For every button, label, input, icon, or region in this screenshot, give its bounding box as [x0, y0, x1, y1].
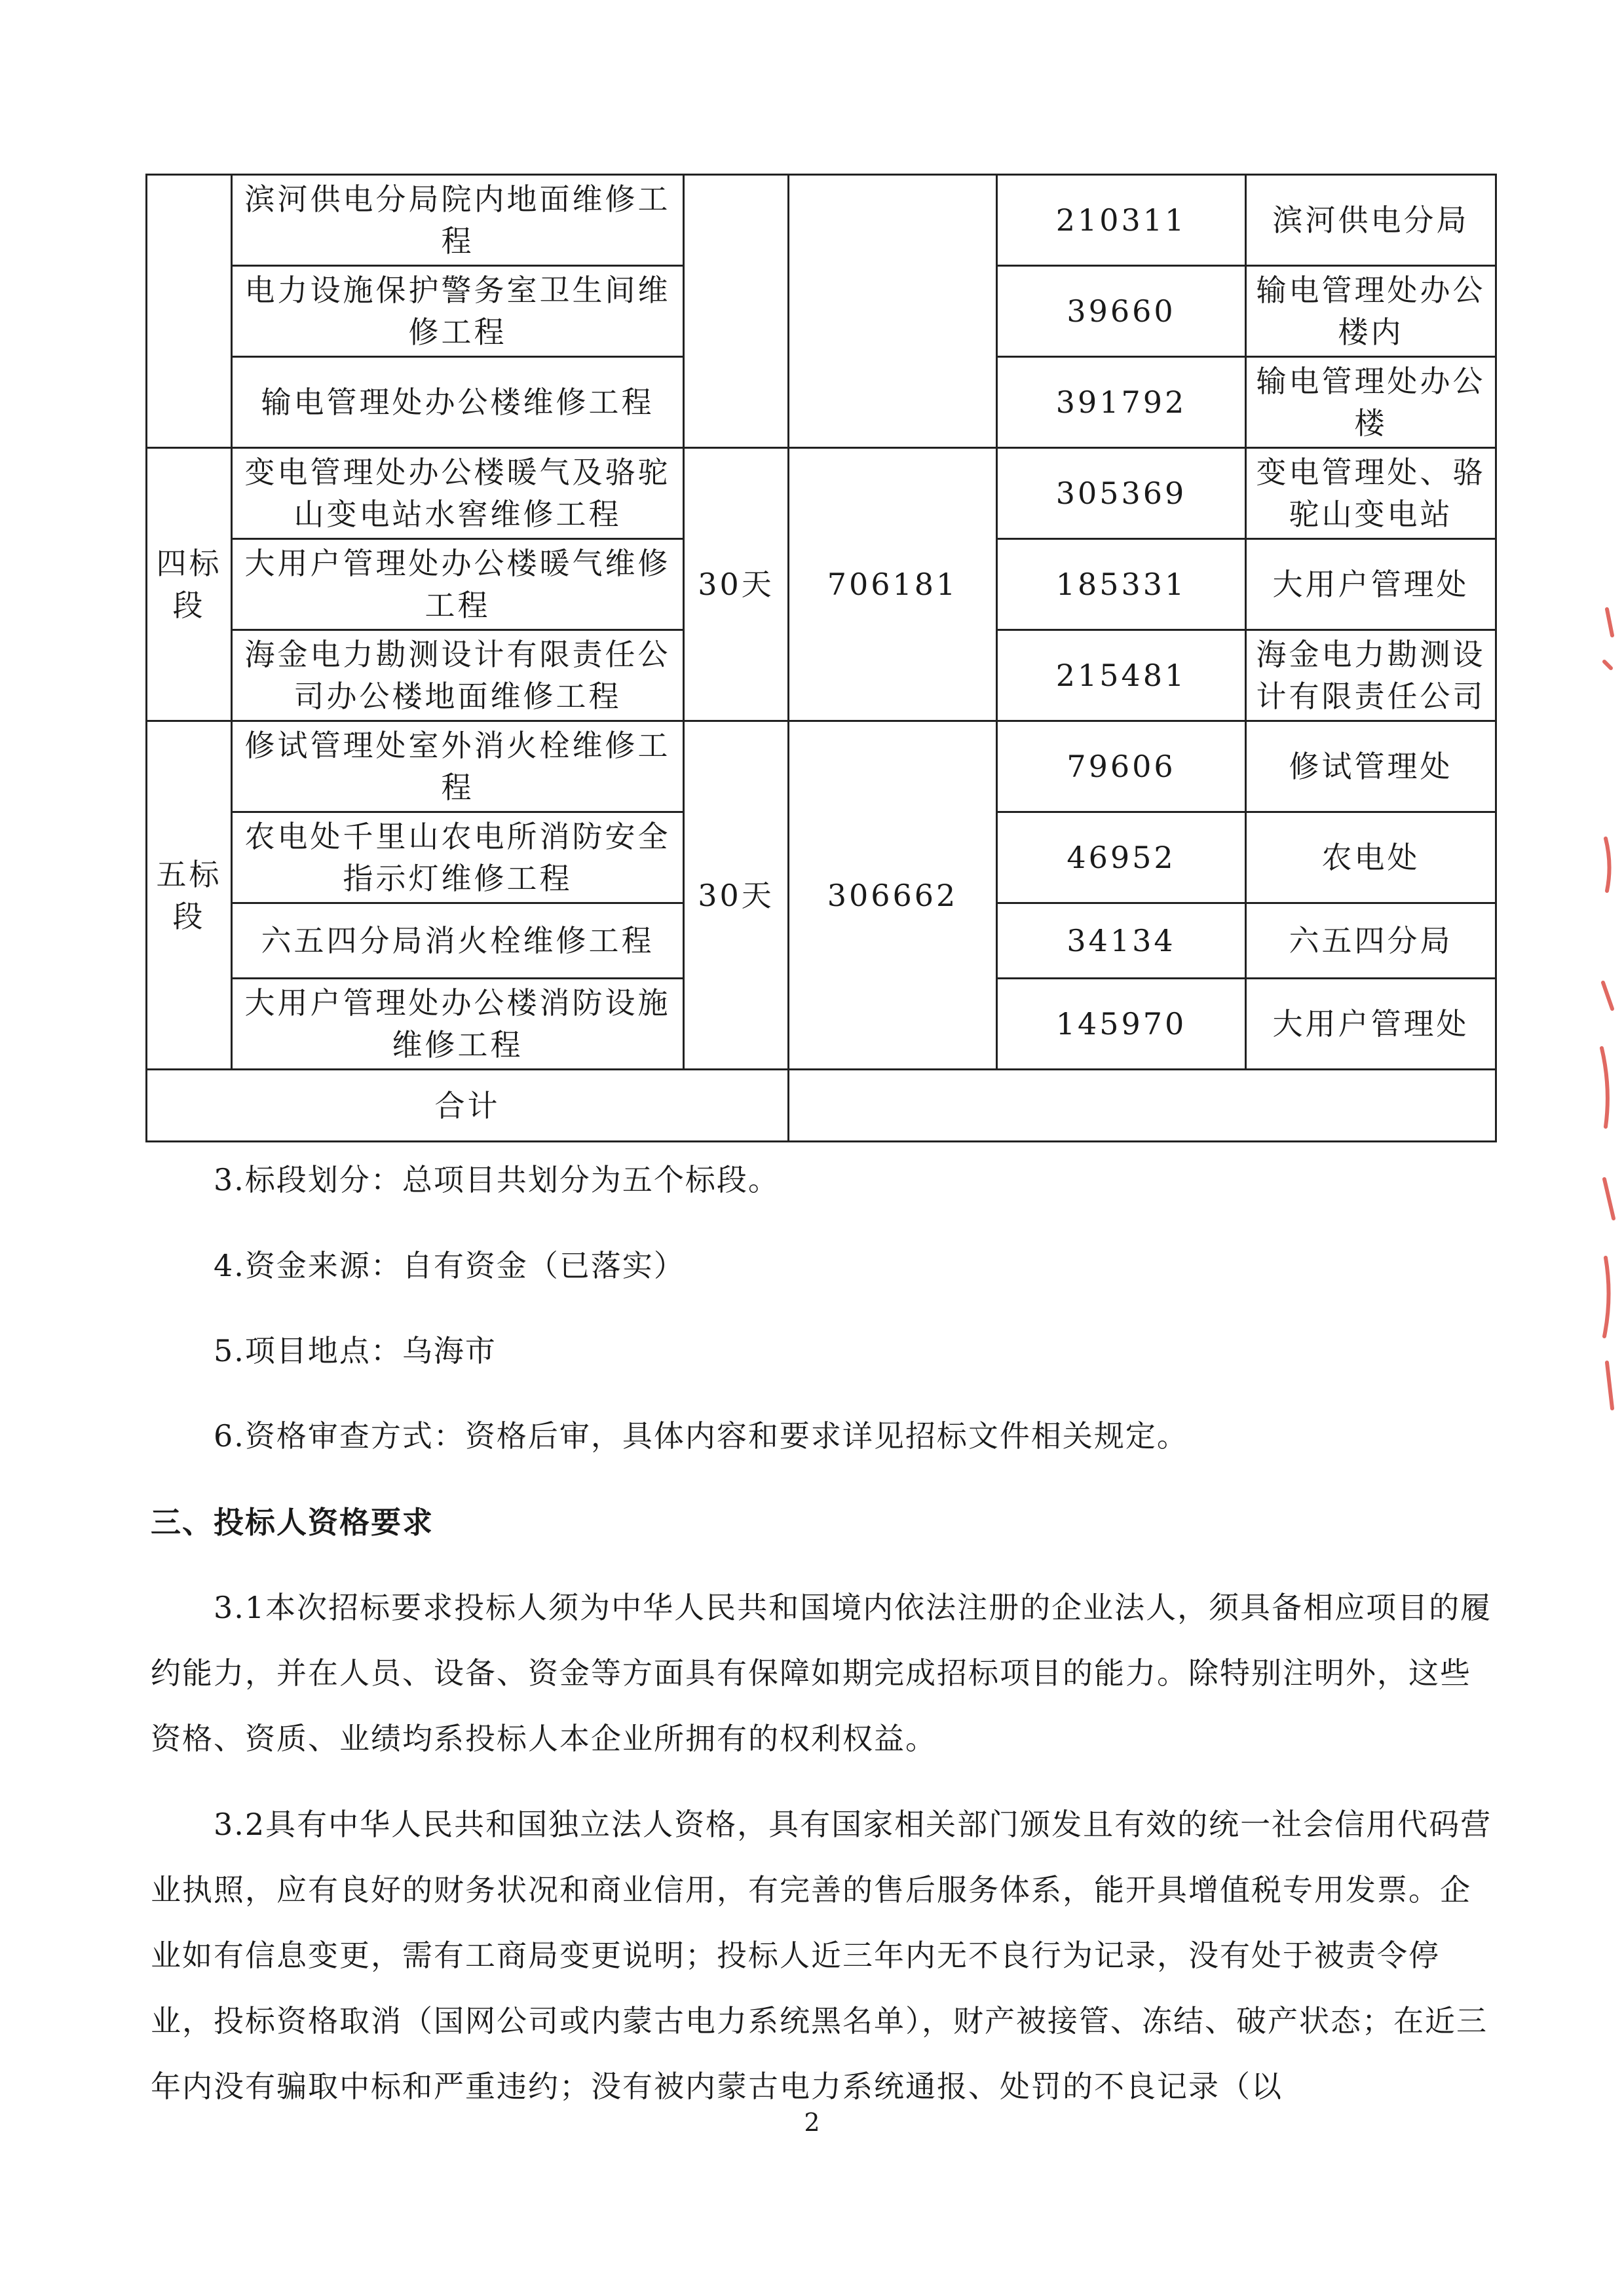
bid-table-container: [145, 174, 1497, 1142]
project-name-cell: 大用户管理处办公楼消防设施维修工程: [232, 979, 684, 1070]
total-label: 合计: [147, 1070, 789, 1142]
project-name-cell: 输电管理处办公楼维修工程: [232, 357, 684, 448]
table-total-row: [147, 1070, 1496, 1142]
location-cell: 输电管理处办公楼内: [1246, 266, 1496, 357]
paragraph-3-2: 3.2具有中华人民共和国独立法人资格，具有国家相关部门颁发且有效的统一社会信用代码营业执照，应有良好的财务状况和商业信用，有完善的售后服务体系，能开具增值税专用发票。企业如有信息变更，需有工商局变更说明；投标人近三年内无不良行为记录，没有处于被责令停业，投标资格取消（国网公司或内蒙古电力系统黑名单），财产被接管、冻结、破产状态；在近三年内没有骗取中标和严重违约；没有被内蒙古电力系统通报、处罚的不良记录（以: [151, 1807, 1492, 2104]
amount-cell: 215481: [997, 630, 1246, 721]
amount-cell: 46952: [997, 812, 1246, 903]
project-name-cell: 六五四分局消火栓维修工程: [232, 903, 684, 979]
segment-total-cell: 706181: [789, 448, 997, 721]
bid-section-table: [145, 174, 1497, 1142]
amount-cell: 185331: [997, 539, 1246, 630]
location-cell: 海金电力勘测设计有限责任公司: [1246, 630, 1496, 721]
duration-cell: 30天: [684, 721, 789, 1070]
amount-cell: 305369: [997, 448, 1246, 539]
paragraph-funding: 4.资金来源：自有资金（已落实）: [214, 1248, 685, 1283]
location-cell: 大用户管理处: [1246, 539, 1496, 630]
seal-edge-icon: [1593, 590, 1619, 1441]
amount-cell: 391792: [997, 357, 1246, 448]
table-row: [147, 721, 1496, 812]
location-cell: 滨河供电分局: [1246, 175, 1496, 266]
project-name-cell: 海金电力勘测设计有限责任公司办公楼地面维修工程: [232, 630, 684, 721]
location-cell: 六五四分局: [1246, 903, 1496, 979]
page-number: 2: [804, 2108, 820, 2137]
location-cell: 修试管理处: [1246, 721, 1496, 812]
amount-cell: 210311: [997, 175, 1246, 266]
location-cell: 大用户管理处: [1246, 979, 1496, 1070]
paragraph-qualification-review: 6.资格审查方式：资格后审，具体内容和要求详见招标文件相关规定。: [214, 1418, 1188, 1454]
segment-label: 四标段: [147, 448, 232, 721]
project-name-cell: 滨河供电分局院内地面维修工程: [232, 175, 684, 266]
location-cell: 变电管理处、骆驼山变电站: [1246, 448, 1496, 539]
location-cell: 输电管理处办公楼: [1246, 357, 1496, 448]
segment-label: 五标段: [147, 721, 232, 1070]
location-cell: 农电处: [1246, 812, 1496, 903]
amount-cell: 79606: [997, 721, 1246, 812]
segment-total-cell: [789, 175, 997, 448]
total-value-cell: [789, 1070, 1496, 1142]
paragraph-location: 5.项目地点：乌海市: [214, 1333, 497, 1368]
paragraph-3-1: 3.1本次招标要求投标人须为中华人民共和国境内依法注册的企业法人，须具备相应项目的履约能力，并在人员、设备、资金等方面具有保障如期完成招标项目的能力。除特别注明外，这些资格、资质、业绩均系投标人本企业所拥有的权利权益。: [151, 1590, 1492, 1756]
duration-cell: 30天: [684, 448, 789, 721]
paragraph-segments: 3.标段划分：总项目共划分为五个标段。: [214, 1162, 780, 1197]
project-name-cell: 变电管理处办公楼暖气及骆驼山变电站水窖维修工程: [232, 448, 684, 539]
project-name-cell: 电力设施保护警务室卫生间维修工程: [232, 266, 684, 357]
amount-cell: 39660: [997, 266, 1246, 357]
project-name-cell: 农电处千里山农电所消防安全指示灯维修工程: [232, 812, 684, 903]
project-name-cell: 大用户管理处办公楼暖气维修工程: [232, 539, 684, 630]
segment-total-cell: 306662: [789, 721, 997, 1070]
section-heading: 三、投标人资格要求: [151, 1505, 434, 1540]
amount-cell: 34134: [997, 903, 1246, 979]
table-row: [147, 448, 1496, 539]
project-name-cell: 修试管理处室外消火栓维修工程: [232, 721, 684, 812]
duration-cell: [684, 175, 789, 448]
table-row: [147, 175, 1496, 266]
segment-cell: [147, 175, 232, 448]
amount-cell: 145970: [997, 979, 1246, 1070]
